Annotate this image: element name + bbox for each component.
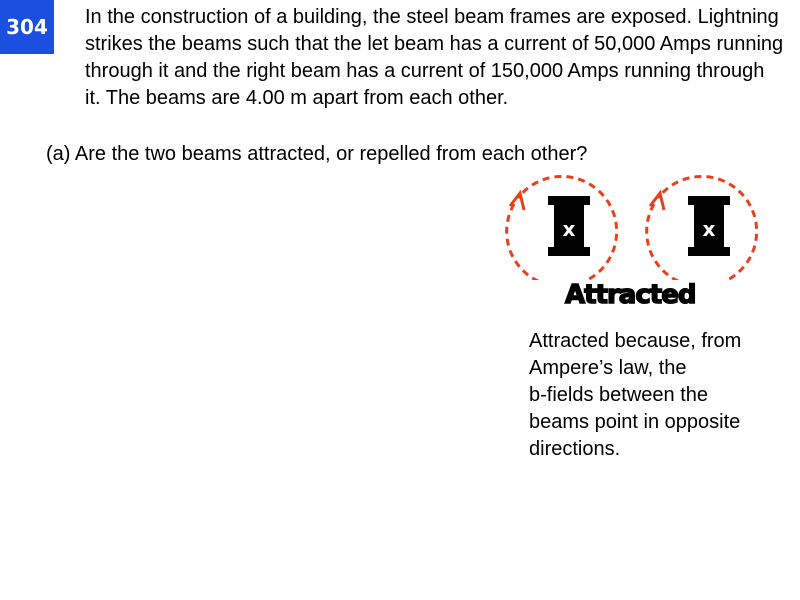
slide-number: 304 — [6, 15, 48, 39]
beam-field-diagram — [500, 160, 790, 280]
left-beam — [507, 176, 617, 280]
explanation-line: Ampere’s law, the — [529, 357, 687, 379]
explanation-line: beams point in opposite — [529, 411, 741, 433]
explanation — [529, 328, 789, 463]
explanation-line: directions. — [529, 438, 621, 460]
question-a: (a) Are the two beams attracted, or repelled from each other? — [46, 143, 588, 165]
problem-statement: In the construction of a building, the steel beam frames are exposed. Lightning strikes the beams such that the let beam has a current of 50,000 Amps running through it and the right beam has a current of 150,000 Amps running through it. The beams are 4.00 m apart from each other. — [85, 6, 784, 109]
explanation-line: Attracted because, from — [529, 330, 742, 352]
right-beam — [647, 176, 757, 280]
right-current-symbol: x — [702, 217, 716, 241]
slide-number-badge — [0, 0, 54, 54]
explanation-line: b-fields between the — [529, 384, 709, 406]
left-current-symbol: x — [562, 217, 576, 241]
answer-label: Attracted — [565, 280, 696, 310]
